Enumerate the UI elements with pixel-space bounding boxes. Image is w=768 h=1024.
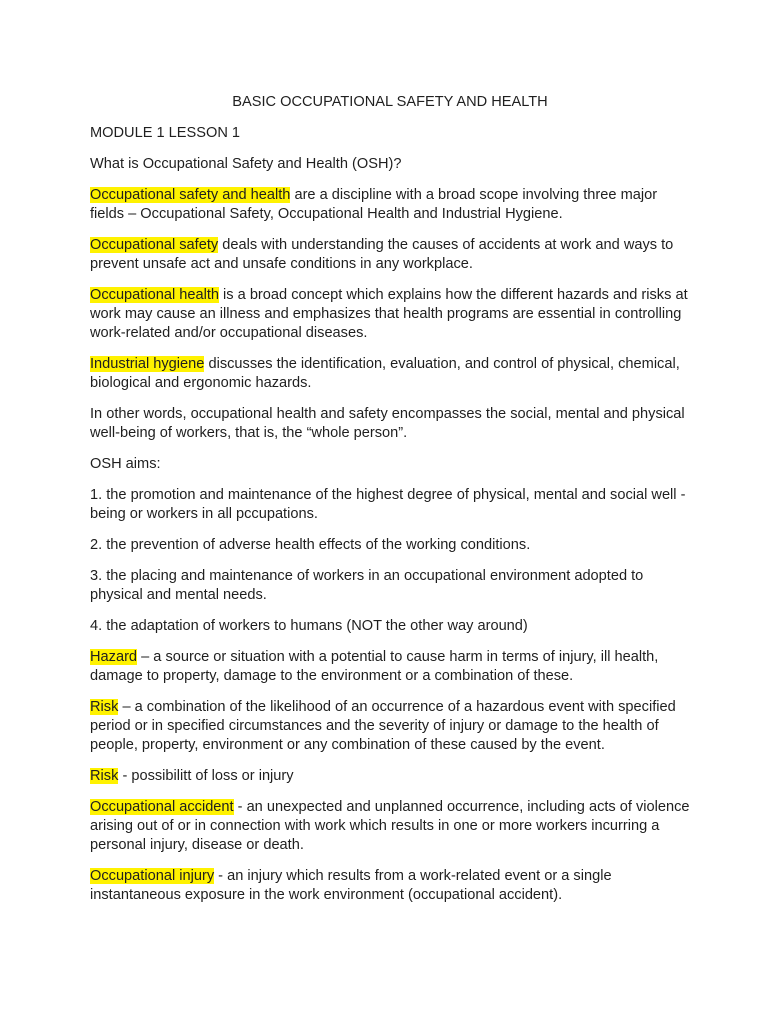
definition-text: discusses the identification, evaluation, and control of physical, chemical, biological and ergonomic hazards. [90,356,680,391]
highlighted-term: Hazard [90,649,138,665]
highlighted-term: Occupational safety [90,237,219,253]
term-definition: - an unexpected and unplanned occurrence, including acts of violence arising out of or in connection with work which results in one or more workers incurring a personal injury, disease or death. [90,799,690,853]
term-paragraph [90,767,690,786]
definition-text: deals with understanding the causes of accidents at work and ways to prevent unsafe act and unsafe conditions in any workplace. [90,237,674,272]
highlighted-term: Risk [90,768,119,784]
highlighted-term: Occupational health [90,287,219,303]
highlighted-term: Occupational accident [90,799,234,815]
term-definition: - possibilitt of loss or injury [118,768,294,784]
definition-text: are a discipline with a broad scope involving three major fields – Occupational Safety, Occupational Health and Industrial Hygiene. [90,187,658,222]
definition-paragraph [90,355,690,393]
term-paragraph [90,798,690,855]
highlighted-term: Risk [90,699,119,715]
highlighted-term: Occupational safety and health [90,187,291,203]
term-definition: – a source or situation with a potential to cause harm in terms of injury, ill health, damage to property, damage to the environment or a combination of these. [90,649,659,684]
intro-question: What is Occupational Safety and Health (OSH)? [90,156,402,172]
term-paragraph [90,698,690,755]
document-page [90,93,690,917]
term-paragraph [90,648,690,686]
aim-item: 1. the promotion and maintenance of the highest degree of physical, mental and social well - being or workers in all pccupations. [90,487,686,522]
highlighted-term: Industrial hygiene [90,356,205,372]
term-paragraph [90,867,690,905]
term-definition: - an injury which results from a work-related event or a single instantaneous exposure in the work environment (occupational accident). [90,868,612,903]
definition-paragraph [90,236,690,274]
module-heading: MODULE 1 LESSON 1 [90,125,241,141]
aims-heading: OSH aims: [90,456,161,472]
summary-paragraph: In other words, occupational health and safety encompasses the social, mental and physical well-being of workers, that is, the “whole person”. [90,406,685,441]
aim-item: 2. the prevention of adverse health effects of the working conditions. [90,537,531,553]
definition-paragraph [90,286,690,343]
definition-text: is a broad concept which explains how the different hazards and risks at work may cause an illness and emphasizes that health programs are essential in controlling work-related and/or occupational diseases. [90,287,688,341]
term-definition: – a combination of the likelihood of an occurrence of a hazardous event with specified period or in specified circumstances and the severity of injury or damage to the health of people, property, environment or any combination of these caused by the event. [90,699,676,753]
definition-paragraph [90,186,690,224]
aim-item: 4. the adaptation of workers to humans (NOT the other way around) [90,618,528,634]
highlighted-term: Occupational injury [90,868,215,884]
document-title: BASIC OCCUPATIONAL SAFETY AND HEALTH [232,94,548,110]
aim-item: 3. the placing and maintenance of workers in an occupational environment adopted to physical and mental needs. [90,568,644,603]
